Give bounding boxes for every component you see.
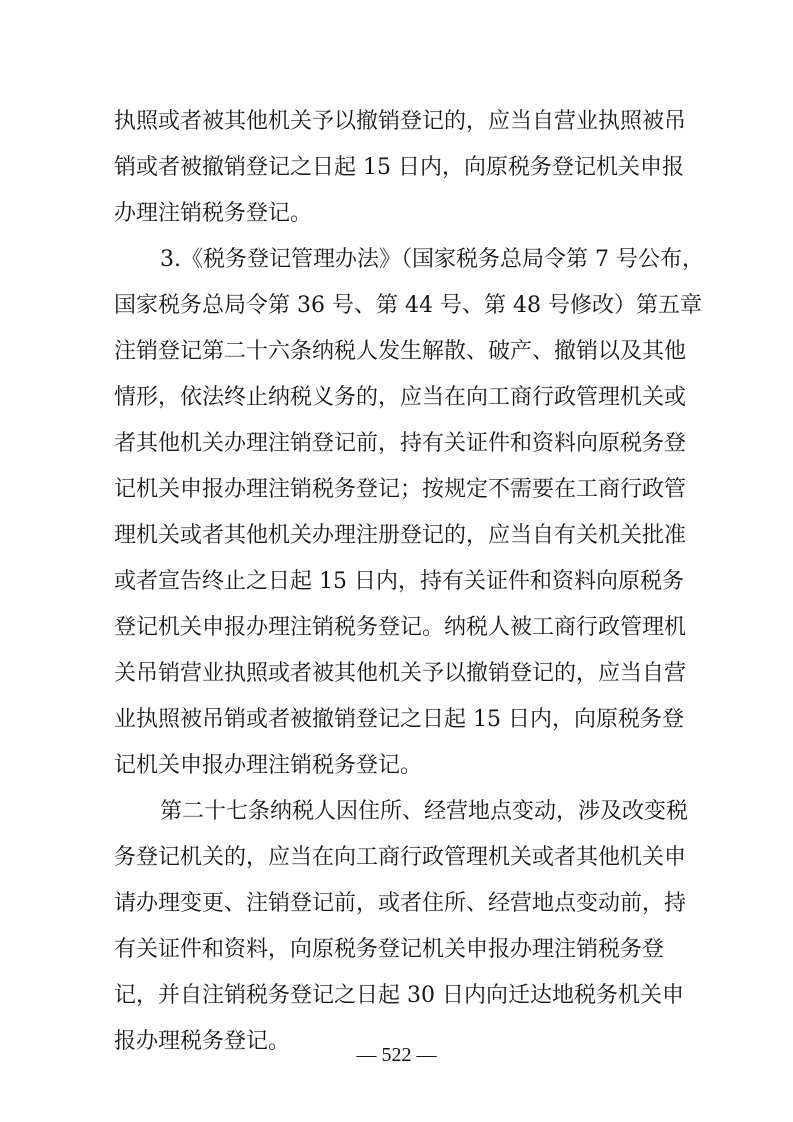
text-line: 3.《税务登记管理办法》（国家税务总局令第 7 号公布， (160, 247, 704, 272)
text-line: 记机关申报办理注销税务登记；按规定不需要在工商行政管 (114, 477, 687, 502)
text-line: 情形，依法终止纳税义务的，应当在向工商行政管理机关或 (114, 385, 687, 410)
text-line: 理机关或者其他机关办理注册登记的，应当自有关机关批准 (114, 523, 687, 548)
text-line: 注销登记第二十六条纳税人发生解散、破产、撤销以及其他 (114, 339, 687, 364)
text-line: 执照或者被其他机关予以撤销登记的，应当自营业执照被吊 (114, 109, 687, 134)
text-line: 者其他机关办理注销登记前，持有关证件和资料向原税务登 (114, 431, 687, 456)
text-line: 请办理变更、注销登记前，或者住所、经营地点变动前，持 (114, 891, 687, 916)
text-line: 有关证件和资料，向原税务登记机关申报办理注销税务登 (114, 937, 665, 962)
text-line: 记，并自注销税务登记之日起 30 日内向迁达地税务机关申 (114, 983, 684, 1008)
text-line: 或者宣告终止之日起 15 日内，持有关证件和资料向原税务 (114, 569, 684, 594)
text-line: 办理注销税务登记。 (114, 201, 313, 226)
text-line: 国家税务总局令第 36 号、第 44 号、第 48 号修改）第五章 (114, 293, 702, 318)
text-line: 关吊销营业执照或者被其他机关予以撤销登记的，应当自营 (114, 661, 687, 686)
page-number: — 522 — (356, 1044, 437, 1066)
text-line: 销或者被撤销登记之日起 15 日内，向原税务登记机关申报 (114, 155, 684, 180)
text-line: 报办理税务登记。 (114, 1029, 291, 1054)
text-line: 登记机关申报办理注销税务登记。纳税人被工商行政管理机 (114, 615, 687, 640)
text-line: 记机关申报办理注销税务登记。 (114, 753, 423, 778)
text-line: 务登记机关的，应当在向工商行政管理机关或者其他机关申 (114, 845, 687, 870)
text-line: 第二十七条纳税人因住所、经营地点变动，涉及改变税 (160, 799, 689, 824)
text-line: 业执照被吊销或者被撤销登记之日起 15 日内，向原税务登 (114, 707, 684, 732)
